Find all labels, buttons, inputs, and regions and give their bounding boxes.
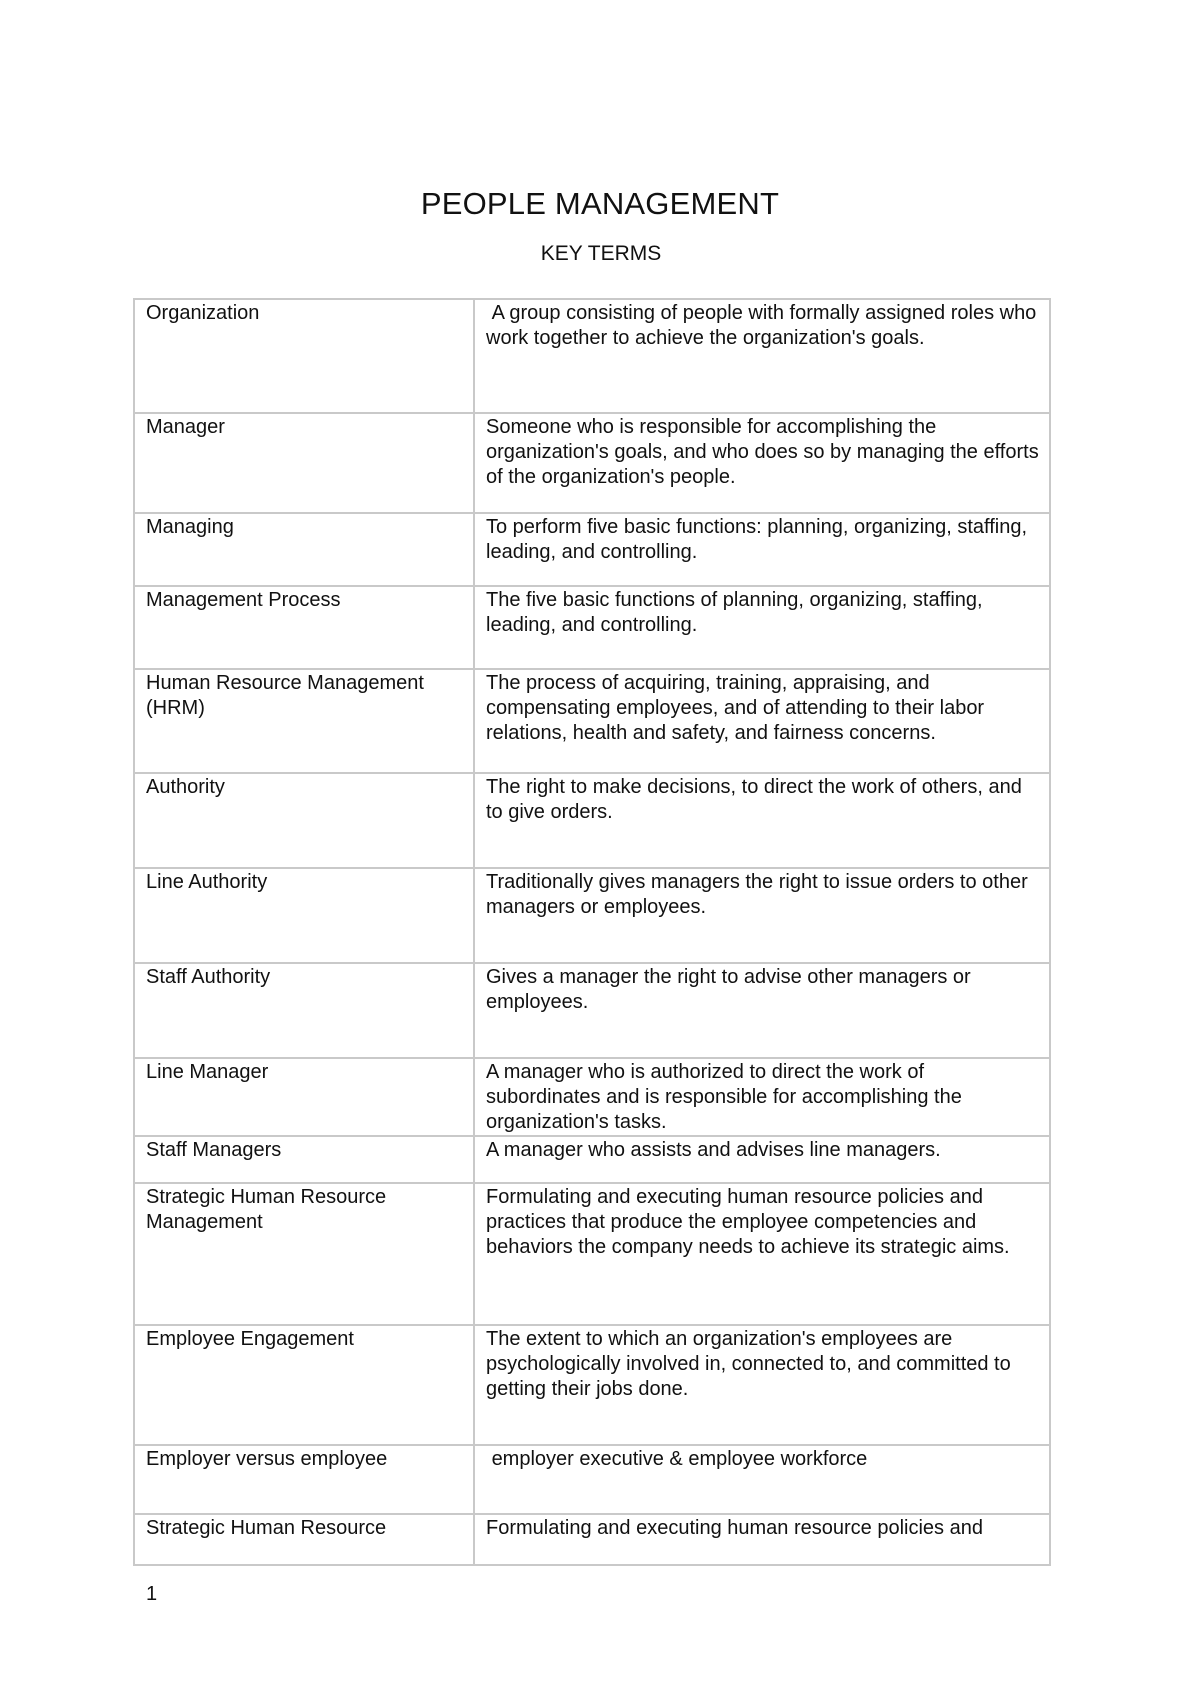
term-cell: Strategic Human Resource [134, 1514, 474, 1565]
definition-cell: The right to make decisions, to direct the work of others, and to give orders. [474, 773, 1050, 868]
definition-cell: A manager who assists and advises line managers. [474, 1136, 1050, 1183]
term-cell: Authority [134, 773, 474, 868]
term-cell: Managing [134, 513, 474, 586]
definition-cell: Gives a manager the right to advise other managers or employees. [474, 963, 1050, 1058]
term-cell: Staff Authority [134, 963, 474, 1058]
term-cell: Human Resource Management (HRM) [134, 669, 474, 773]
table-row [134, 1183, 1050, 1325]
definition-cell: employer executive & employee workforce [474, 1445, 1050, 1514]
page-number: 1 [146, 1583, 158, 1605]
page-title: PEOPLE MANAGEMENT [420, 186, 780, 221]
definition-cell: Traditionally gives managers the right to issue orders to other managers or employees. [474, 868, 1050, 963]
definition-cell: A group consisting of people with formally assigned roles who work together to achieve the organization's goals. [474, 299, 1050, 413]
page-subtitle: KEY TERMS [540, 242, 662, 265]
table-row [134, 1136, 1050, 1183]
definition-cell: Formulating and executing human resource policies and practices that produce the employee competencies and behaviors the company needs to achieve its strategic aims. [474, 1183, 1050, 1325]
key-terms-table [133, 298, 1051, 1566]
term-cell: Line Authority [134, 868, 474, 963]
term-cell: Management Process [134, 586, 474, 669]
table-row [134, 413, 1050, 513]
table-row [134, 868, 1050, 963]
term-cell: Employer versus employee [134, 1445, 474, 1514]
table-row [134, 1058, 1050, 1136]
term-cell: Strategic Human Resource Management [134, 1183, 474, 1325]
table-row [134, 513, 1050, 586]
table-row [134, 773, 1050, 868]
definition-cell: The five basic functions of planning, organizing, staffing, leading, and controlling. [474, 586, 1050, 669]
table-row [134, 1445, 1050, 1514]
definition-cell: The process of acquiring, training, appraising, and compensating employees, and of attending to their labor relations, health and safety, and fairness concerns. [474, 669, 1050, 773]
term-cell: Manager [134, 413, 474, 513]
term-cell: Organization [134, 299, 474, 413]
table-row [134, 963, 1050, 1058]
term-cell: Staff Managers [134, 1136, 474, 1183]
table-row [134, 586, 1050, 669]
definition-cell: Formulating and executing human resource policies and [474, 1514, 1050, 1565]
definition-cell: Someone who is responsible for accomplishing the organization's goals, and who does so by managing the efforts of the organization's people. [474, 413, 1050, 513]
table-row [134, 1514, 1050, 1565]
definition-cell: A manager who is authorized to direct the work of subordinates and is responsible for accomplishing the organization's tasks. [474, 1058, 1050, 1136]
term-cell: Employee Engagement [134, 1325, 474, 1445]
table-row [134, 1325, 1050, 1445]
term-cell: Line Manager [134, 1058, 474, 1136]
table-row [134, 669, 1050, 773]
definition-cell: To perform five basic functions: planning, organizing, staffing, leading, and controlling. [474, 513, 1050, 586]
table-row [134, 299, 1050, 413]
definition-cell: The extent to which an organization's employees are psychologically involved in, connected to, and committed to getting their jobs done. [474, 1325, 1050, 1445]
